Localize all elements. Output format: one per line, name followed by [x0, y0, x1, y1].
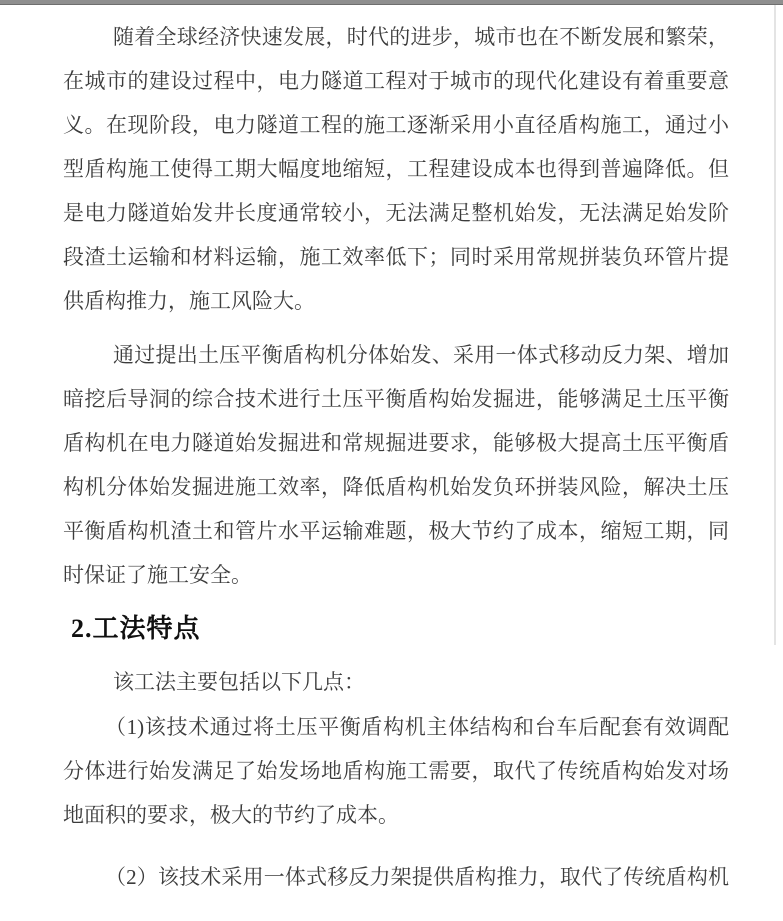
- text-line: 平衡盾构机渣土和管片水平运输难题，极大节约了成本，缩短工期，同: [63, 519, 729, 543]
- text-line: 盾构机在电力隧道始发掘进和常规掘进要求，能够极大提高土压平衡盾: [63, 431, 729, 455]
- text-line: 随着全球经济快速发展，时代的进步，城市也在不断发展和繁荣，: [113, 25, 729, 49]
- text-line: 构机分体始发掘进施工效率，降低盾构机始发负环拼装风险，解决土压: [63, 475, 729, 499]
- paragraph: [63, 855, 729, 899]
- text-line: 是电力隧道始发井长度通常较小，无法满足整机始发，无法满足始发阶: [63, 201, 729, 225]
- text-line: 时保证了施工安全。: [63, 563, 252, 587]
- text-line: 型盾构施工使得工期大幅度地缩短，工程建设成本也得到普遍降低。但: [63, 157, 729, 181]
- text-line: 段渣土运输和材料运输，施工效率低下；同时采用常规拼装负环管片提: [63, 245, 729, 269]
- text-line: 通过提出土压平衡盾构机分体始发、采用一体式移动反力架、增加: [113, 343, 729, 367]
- text-line: （1)该技术通过将土压平衡盾构机主体结构和台车后配套有效调配: [105, 715, 729, 739]
- paragraph: [63, 333, 729, 597]
- text-line: （2）该技术采用一体式移反力架提供盾构推力，取代了传统盾构机: [105, 865, 729, 889]
- paragraph: [63, 705, 729, 837]
- page-right-edge: [774, 5, 776, 645]
- text-line: 暗挖后导洞的综合技术进行土压平衡盾构始发掘进，能够满足土压平衡: [63, 387, 729, 411]
- text-line: 义。在现阶段，电力隧道工程的施工逐渐采用小直径盾构施工，通过小: [63, 113, 729, 137]
- paragraph: [63, 660, 729, 704]
- text-line: 供盾构推力，施工风险大。: [63, 289, 315, 313]
- text-line: 在城市的建设过程中，电力隧道工程对于城市的现代化建设有着重要意: [63, 69, 729, 93]
- document-page: [63, 5, 729, 899]
- section-heading: 2.工法特点: [71, 614, 201, 643]
- paragraph: [63, 15, 729, 323]
- text-line: 地面积的要求，极大的节约了成本。: [63, 803, 399, 827]
- text-line: 该工法主要包括以下几点：: [113, 670, 365, 694]
- text-line: 分体进行始发满足了始发场地盾构施工需要，取代了传统盾构始发对场: [63, 759, 729, 783]
